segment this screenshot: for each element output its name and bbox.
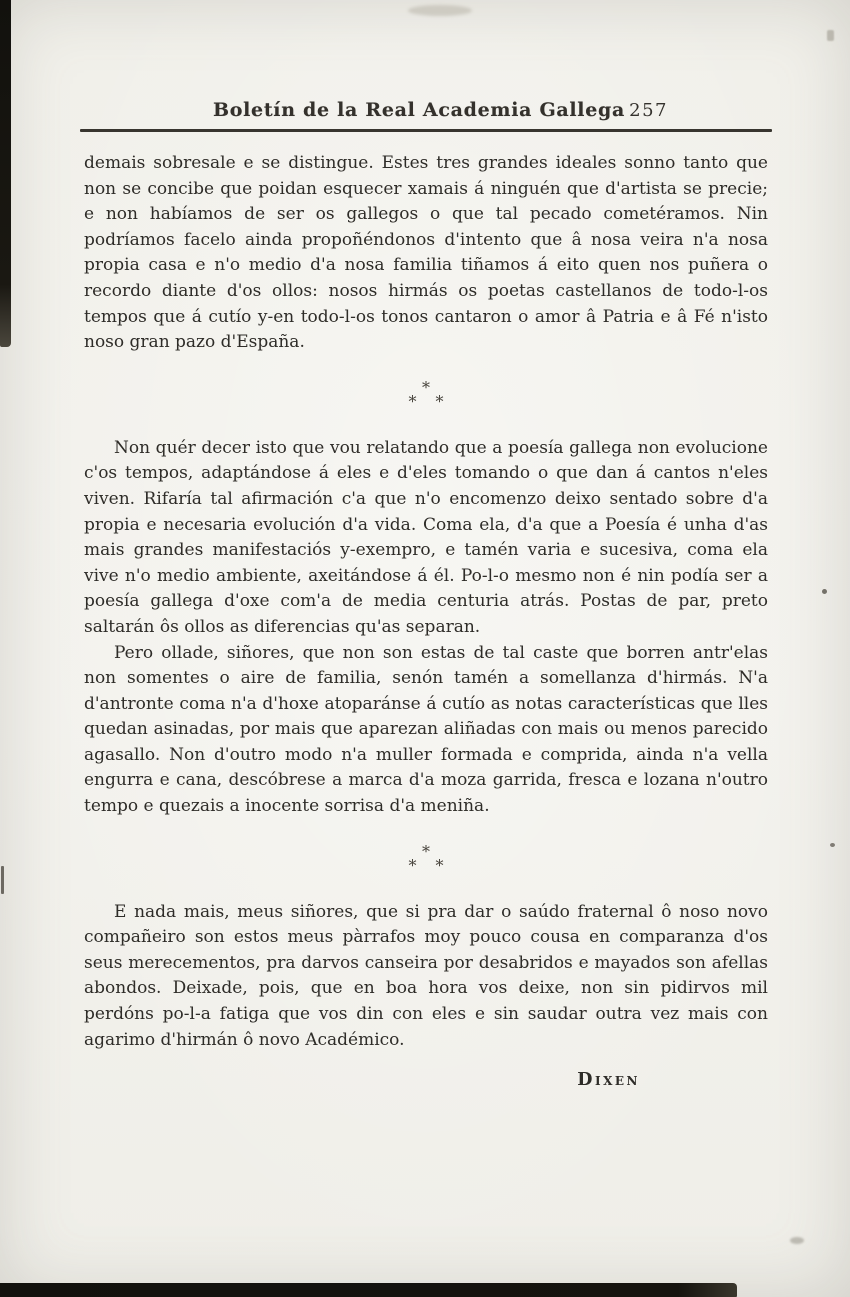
scan-speck-bottom-right: [790, 1237, 804, 1244]
scan-speck-right-dot: [822, 589, 827, 594]
scan-speck-top-smudge: [408, 5, 472, 16]
separator-asterisks-bottom: * *: [408, 855, 451, 875]
scan-speck-right-dot-2: [830, 843, 835, 847]
section-separator-1: [84, 377, 768, 411]
body-paragraph-2: Non quér decer isto que vou relatando que a poesía gallega non evolucione c'os tempos, adaptándose á eles e d'eles tomando o que dan á cantos n'eles viven. Rifaría tal afirmación c'a que n'o encomenzo deixo sentado sobre d'a propia e necesaria evolución d'a vida. Coma ela, d'a que a Poesía é unha d'as mais grandes manifestaciós y-exempro, e tamén varia e sucesiva, coma ela vive n'o medio ambiente, axeitándose á él. Po-l-o mesmo non é nin podía ser a poesía gallega d'oxe com'a de media centuria atrás. Postas de par, preto saltarán ôs ollos as diferencias qu'as separan.: [84, 437, 768, 637]
separator-asterisk-top: *: [422, 377, 430, 397]
scan-speck-left-tick: [1, 866, 4, 894]
signature: Dixen: [577, 1070, 640, 1091]
journal-title: Boletín de la Real Academia Gallega: [212, 99, 625, 121]
page-body: [84, 151, 768, 1090]
body-paragraph-4: E nada mais, meus siñores, que si pra dar o saúdo fraternal ô noso novo compañeiro son estos meus pàrrafos moy pouco cousa en comparanza d'os seus merecementos, pra darvos canseira por desabridos e mayados son afellas abondos. Deixade, pois, que en boa hora vos deixe, non sin pidirvos mil perdóns po-l-a fatiga que vos din con eles e sin saudar outra vez mais con agarimo d'hirmán ô novo Académico.: [84, 901, 768, 1050]
scan-artifact-binding-edge: [0, 0, 11, 347]
page-number: 257: [629, 100, 668, 121]
header-rule: [80, 129, 772, 132]
scan-artifact-bottom-edge: [0, 1283, 737, 1297]
body-paragraph-1: demais sobresale e se distingue. Estes tres grandes ideales sonno tanto que non se concibe que poidan esquecer xamais á ninguén que d'artista se precie; e non habíamos de ser os gallegos o que tal pecado cometéramos. Nin podríamos facelo ainda propoñéndonos d'intento que â nosa veira n'a nosa propia casa e n'o medio d'a nosa familia tiñamos á eito quen nos puñera o recordo diante d'os ollos: nosos hirmás os poetas castellanos de todo-l-os tempos que á cutío y-en todo-l-os tonos cantaron o amor â Patria e â Fé n'isto noso gran pazo d'España.: [84, 153, 768, 353]
section-separator-2: [84, 841, 768, 875]
journal-header: [80, 99, 772, 127]
separator-asterisk-top: *: [422, 841, 430, 861]
scan-speck-right-margin: [827, 30, 834, 41]
body-paragraph-3: Pero ollade, siñores, que non son estas de tal caste que borren antr'elas non somentes o aire de familia, senón tamén a somellanza d'hirmás. N'a d'antronte coma n'a d'hoxe atoparánse á cutío as notas características que lles quedan asinadas, por mais que aparezan aliñadas con mais ou menos parecido agasallo. Non d'outro modo n'a muller formada e comprida, ainda n'a vella engurra e cana, descóbrese a marca d'a moza garrida, fresca e lozana n'outro tempo e quezais a inocente sorrisa d'a meniña.: [84, 642, 768, 817]
separator-asterisks-bottom: * *: [408, 391, 451, 411]
